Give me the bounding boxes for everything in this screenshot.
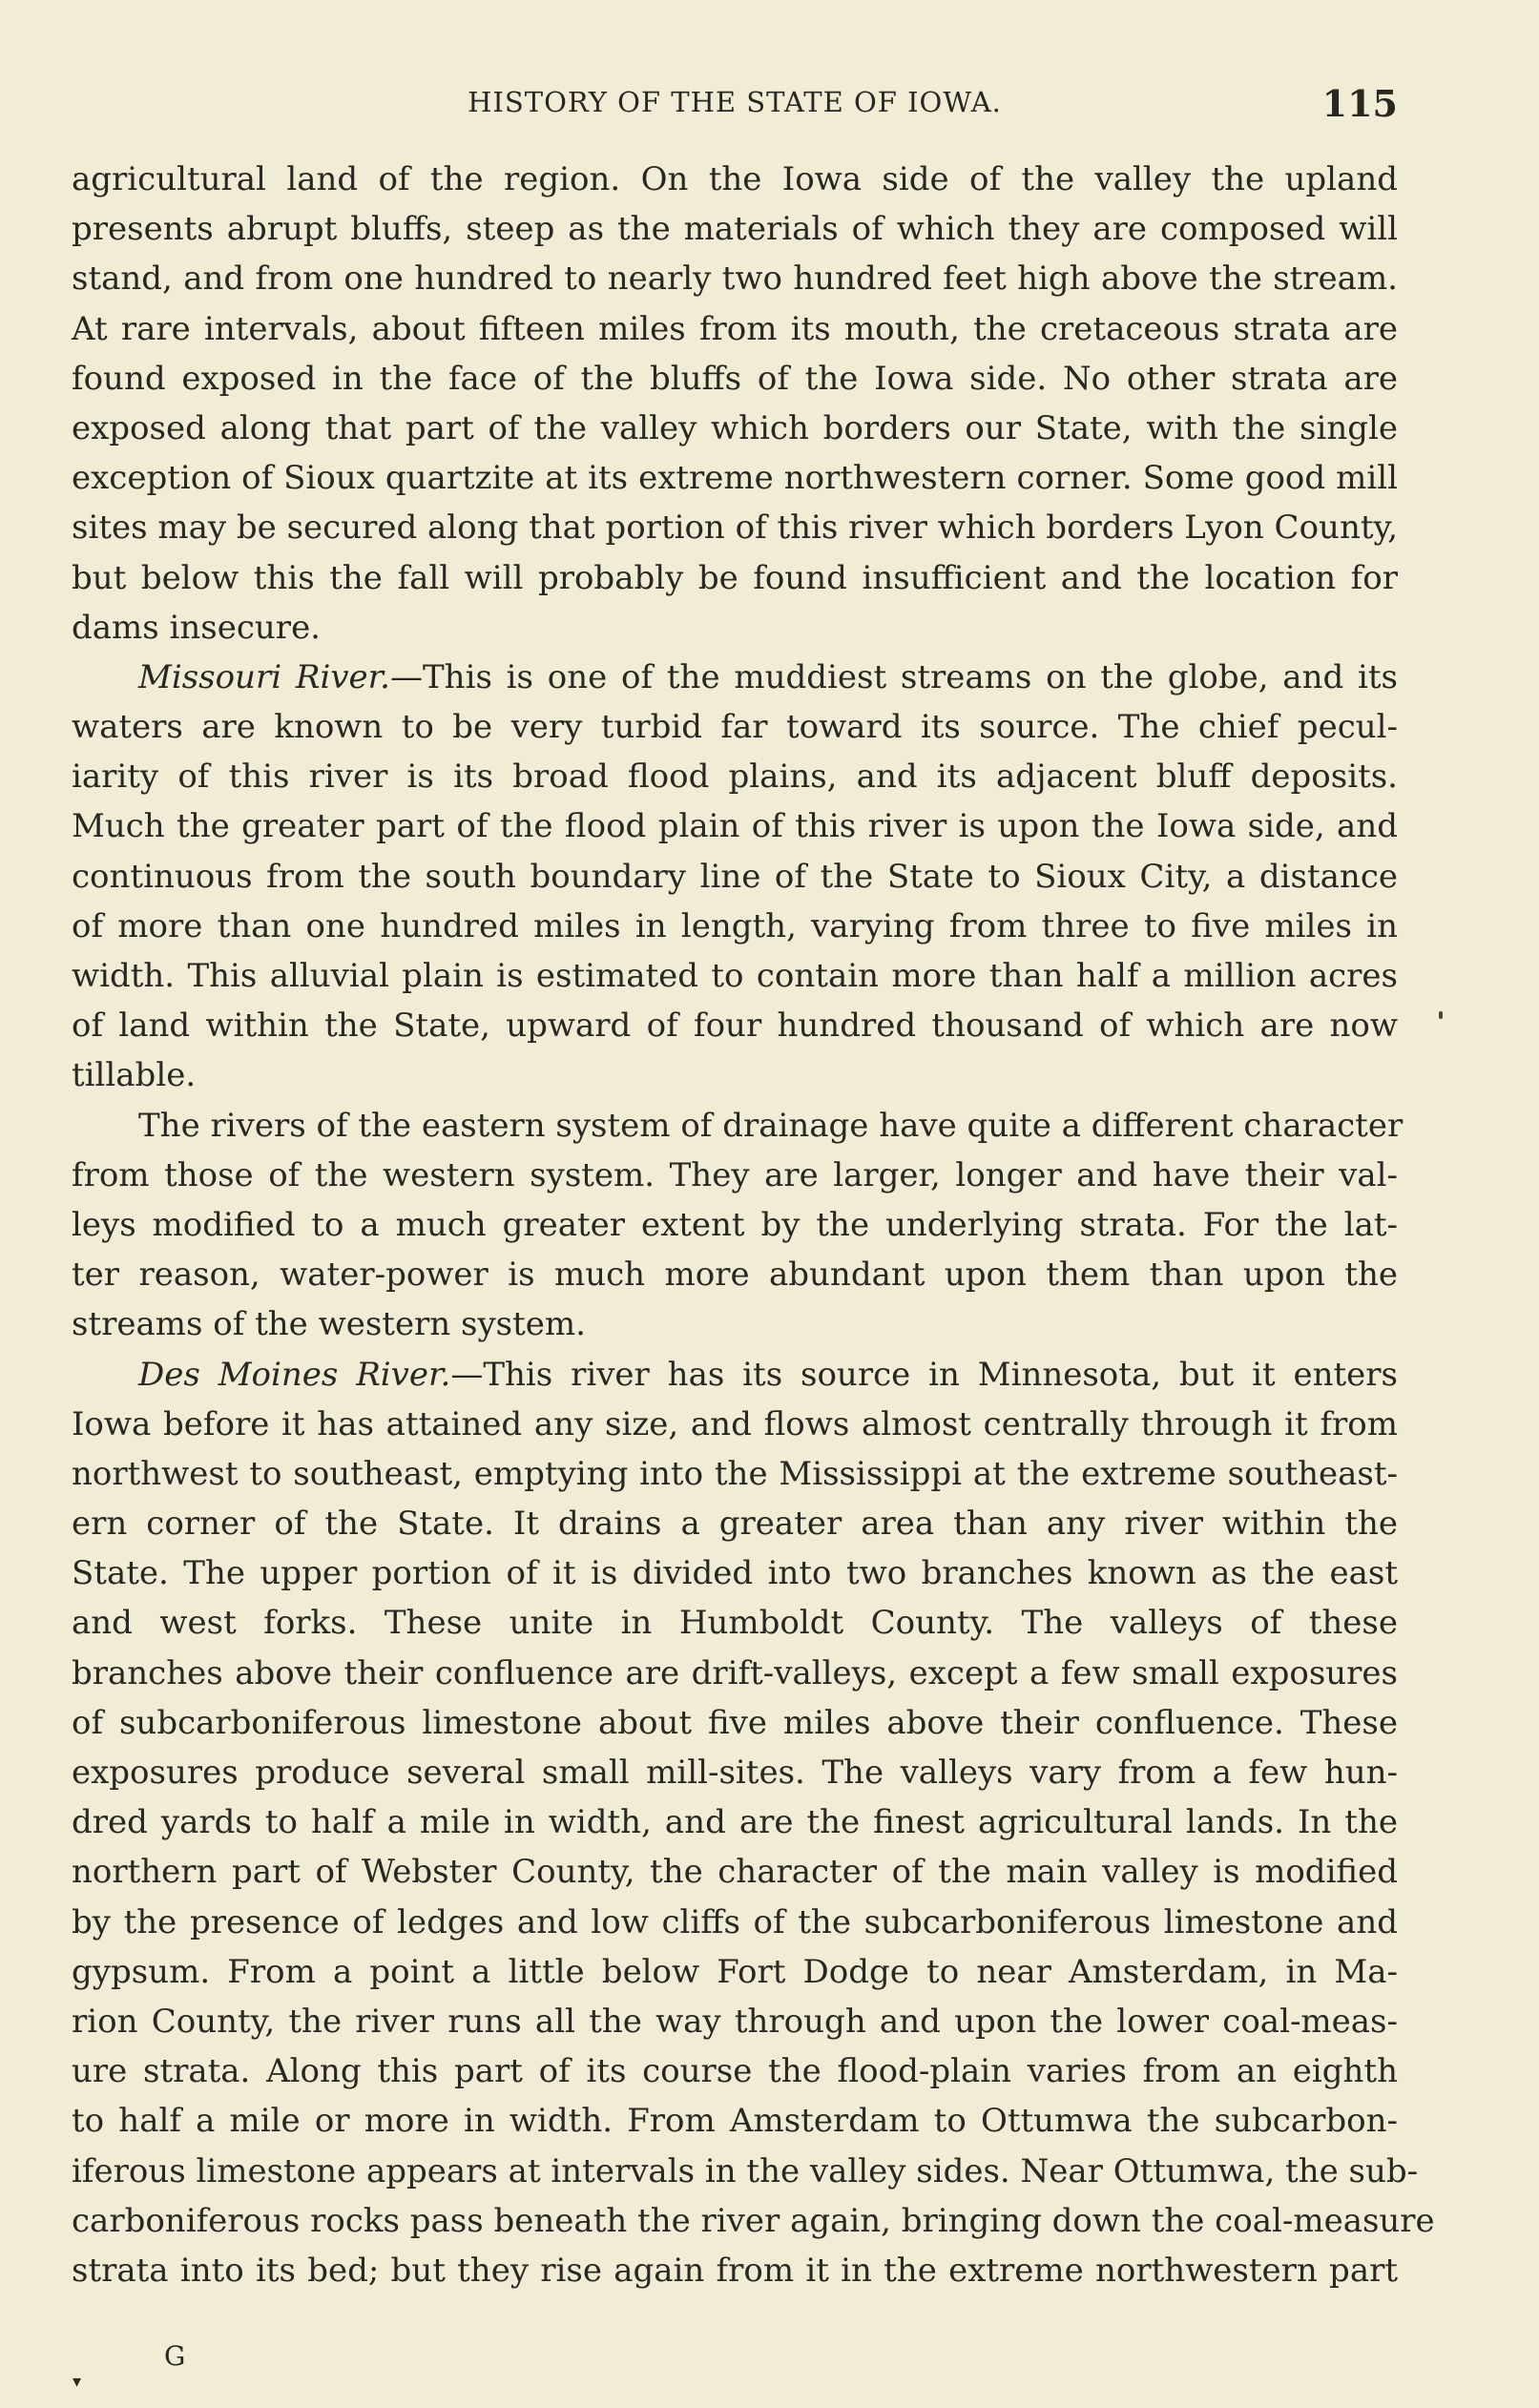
text-line: ern corner of the State. It drains a greater area than any river within the — [72, 1505, 1398, 1544]
text-line: northwest to southeast, emptying into the Mississippi at the extreme southeast- — [72, 1454, 1398, 1493]
text-line: dams insecure. — [72, 608, 321, 647]
text-line: sites may be secured along that portion of this river which borders Lyon County, — [72, 509, 1398, 548]
text-line: streams of the western system. — [72, 1305, 586, 1344]
text-line: to half a mile or more in width. From Amsterdam to Ottumwa the subcarbon- — [72, 2102, 1398, 2141]
text-line: dred yards to half a mile in width, and are the finest agricultural lands. In the — [72, 1803, 1398, 1842]
text-line: agricultural land of the region. On the Iowa side of the valley the upland — [72, 160, 1398, 198]
text-line: of subcarboniferous limestone about five miles above their confluence. These — [72, 1703, 1398, 1742]
paragraph — [72, 155, 1398, 653]
signature-mark: G — [164, 2340, 186, 2372]
text-line: The rivers of the eastern system of drainage have quite a different character — [138, 1106, 1404, 1145]
text-line: Much the greater part of the flood plain of this river is upon the Iowa side, and — [72, 807, 1398, 846]
paragraph-missouri-river — [72, 653, 1398, 1101]
text-line: exposed along that part of the valley which borders our State, with the single — [72, 408, 1398, 447]
section-heading-missouri-river: Missouri River. — [138, 657, 390, 696]
text-run: —This is one of the muddiest streams on the globe, and its — [390, 657, 1398, 696]
text-line: northern part of Webster County, the character of the main valley is modified — [72, 1853, 1398, 1892]
text-line: but below this the fall will probably be found insufficient and the location for — [72, 558, 1398, 597]
text-line: carboniferous rocks pass beneath the river again, bringing down the coal-measure — [72, 2201, 1435, 2240]
text-line: found exposed in the face of the bluffs of the Iowa side. No other strata are — [72, 359, 1398, 398]
text-line: iferous limestone appears at intervals in the valley sides. Near Ottumwa, the sub- — [72, 2151, 1419, 2190]
text-line: ter reason, water-power is much more abundant upon them than upon the — [72, 1256, 1398, 1295]
text-line: of land within the State, upward of four hundred thousand of which are now — [72, 1007, 1398, 1046]
section-heading-des-moines-river: Des Moines River. — [138, 1355, 451, 1394]
text-line: of more than one hundred miles in length, varying from three to five miles in — [72, 906, 1398, 945]
body-text — [72, 155, 1435, 2295]
text-line — [72, 1350, 1398, 1400]
paragraph — [72, 1101, 1404, 1350]
paragraph-des-moines-river — [72, 1350, 1435, 2296]
text-line: exposures produce several small mill-sites. The valleys vary from a few hun- — [72, 1754, 1398, 1792]
text-line: branches above their confluence are drift-valleys, except a few small exposures — [72, 1653, 1398, 1692]
text-line: by the presence of ledges and low cliffs of the subcarboniferous limestone and — [72, 1902, 1398, 1941]
text-line: ure strata. Along this part of its course the flood-plain varies from an eighth — [72, 2052, 1398, 2091]
text-line: rion County, the river runs all the way through and upon the lower coal-meas- — [72, 2002, 1398, 2041]
text-line: gypsum. From a point a little below Fort Dodge to near Amsterdam, in Ma- — [72, 1952, 1398, 1991]
text-line: iarity of this river is its broad flood plains, and its adjacent bluff deposits. — [72, 758, 1398, 797]
text-line: At rare intervals, about fifteen miles from its mouth, the cretaceous strata are — [72, 309, 1398, 348]
page-number: 115 — [1321, 82, 1398, 125]
text-line: State. The upper portion of it is divided into two branches known as the east — [72, 1554, 1398, 1593]
text-line: presents abrupt bluffs, steep as the materials of which they are composed will — [72, 210, 1398, 249]
text-line: and west forks. These unite in Humboldt County. The valleys of these — [72, 1604, 1398, 1643]
stray-mark: ▾ — [73, 2372, 82, 2392]
text-line: stand, and from one hundred to nearly two hundred feet high above the stream. — [72, 259, 1398, 299]
running-title: HISTORY OF THE STATE OF IOWA. — [468, 86, 1002, 118]
text-line: Iowa before it has attained any size, and flows almost centrally through it from — [72, 1404, 1398, 1443]
page-header — [72, 78, 1398, 132]
text-line: strata into its bed; but they rise again from it in the extreme northwestern part — [72, 2251, 1398, 2290]
text-run: —This river has its source in Minnesota, but it enters — [450, 1355, 1398, 1394]
text-line — [72, 653, 1398, 702]
margin-speck — [1439, 1011, 1443, 1019]
text-line: from those of the western system. They are larger, longer and have their val- — [72, 1155, 1398, 1194]
text-line: leys modified to a much greater extent by the underlying strata. For the lat- — [72, 1205, 1398, 1244]
text-line: waters are known to be very turbid far toward its source. The chief pecul- — [72, 708, 1398, 747]
text-line: width. This alluvial plain is estimated to contain more than half a million acres — [72, 957, 1398, 995]
text-line: continuous from the south boundary line of the State to Sioux City, a distance — [72, 857, 1398, 896]
text-line: exception of Sioux quartzite at its extreme northwestern corner. Some good mill — [72, 459, 1398, 498]
text-line: tillable. — [72, 1056, 197, 1095]
